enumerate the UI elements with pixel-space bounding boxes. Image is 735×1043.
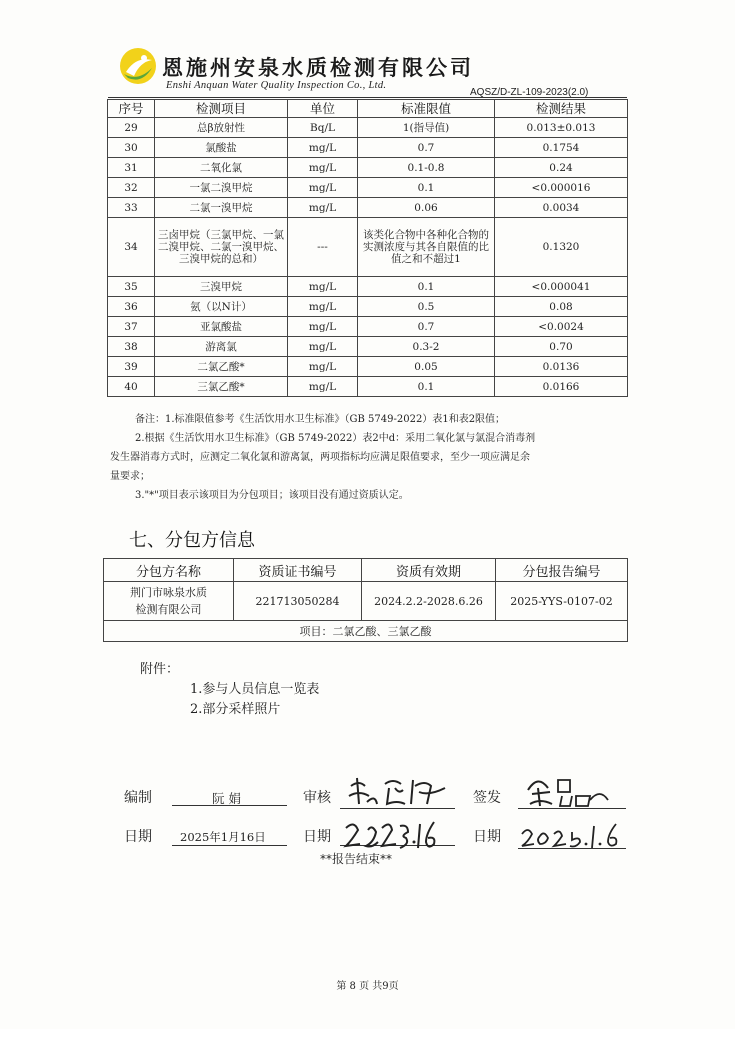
table-row (108, 178, 628, 198)
company-logo-icon (118, 46, 158, 86)
cell-unit: mg/L (288, 357, 358, 377)
cell-item: 总β放射性 (155, 118, 288, 138)
table-row (108, 297, 628, 317)
cell-project: 项目：二氯乙酸、三氯乙酸 (104, 621, 628, 642)
issuer-signature (524, 770, 614, 814)
attachments-title: 附件： (140, 662, 180, 677)
cell-no: 38 (108, 337, 155, 357)
subcontractor-name-line-1: 荆门市咏泉水质 (130, 586, 207, 599)
list-item: 1.参与人员信息一览表 (190, 682, 320, 697)
compiled-date-label: 日期 (124, 829, 152, 845)
results-table-header (108, 100, 628, 118)
cell-no: 40 (108, 377, 155, 397)
cell-item: 氯酸盐 (155, 138, 288, 158)
col-header-no: 序号 (108, 100, 155, 118)
col-header-item: 检测项目 (155, 100, 288, 118)
note-2-line-2: 发生器消毒方式时，应测定二氧化氯和游离氯，两项指标均应满足限值要求，至少一项应满足余 (110, 452, 530, 463)
cell-unit: mg/L (288, 277, 358, 297)
attachments-list (190, 680, 319, 720)
cell-limit: 0.3-2 (358, 337, 495, 357)
list-item: 2.部分采样照片 (190, 702, 281, 717)
cell-no: 36 (108, 297, 155, 317)
table-row (108, 277, 628, 297)
cell-item: 二氯一溴甲烷 (155, 198, 288, 218)
page-footer: 第 8 页 共9页 (336, 981, 399, 992)
cell-cert-no: 221713050284 (234, 582, 362, 621)
cell-item: 三溴甲烷 (155, 277, 288, 297)
note-1: 备注：1.标准限值参考《生活饮用水卫生标准》（GB 5749-2022）表1和表2限值； (135, 414, 506, 425)
cell-unit: mg/L (288, 297, 358, 317)
cell-result: 0.1320 (495, 218, 628, 277)
cell-unit: mg/L (288, 198, 358, 218)
table-row (108, 158, 628, 178)
cell-limit: 0.05 (358, 357, 495, 377)
issued-date-label: 日期 (473, 829, 501, 845)
col-header-unit: 单位 (288, 100, 358, 118)
cell-limit: 0.06 (358, 198, 495, 218)
cell-no: 37 (108, 317, 155, 337)
compiled-name: 阮 娟 (212, 791, 241, 806)
cell-no: 39 (108, 357, 155, 377)
reviewed-label: 审核 (303, 790, 331, 806)
subcontract-header-row (104, 559, 628, 582)
cell-item: 一氯二溴甲烷 (155, 178, 288, 198)
cell-result: 0.1754 (495, 138, 628, 158)
results-table (107, 99, 628, 397)
table-row (108, 317, 628, 337)
cell-unit: mg/L (288, 178, 358, 198)
cell-unit: --- (288, 218, 358, 277)
section-title-subcontract: 七、分包方信息 (129, 530, 255, 551)
cell-no: 32 (108, 178, 155, 198)
compiled-label: 编制 (124, 790, 152, 806)
cell-limit: 0.1 (358, 377, 495, 397)
cell-result: 0.0136 (495, 357, 628, 377)
cell-item: 三氯乙酸* (155, 377, 288, 397)
cell-result: 0.24 (495, 158, 628, 178)
col-header-report-no: 分包报告编号 (496, 559, 628, 582)
cell-item: 三卤甲烷（三氯甲烷、一氯二溴甲烷、二氯一溴甲烷、三溴甲烷的总和） (155, 218, 288, 277)
cell-limit: 1(指导值) (358, 118, 495, 138)
compiled-date-underline (172, 845, 287, 846)
cell-report-no: 2025-YYS-0107-02 (496, 582, 628, 621)
col-header-limit: 标准限值 (358, 100, 495, 118)
issued-label: 签发 (473, 790, 501, 806)
cell-result: 0.013±0.013 (495, 118, 628, 138)
cell-limit: 0.7 (358, 138, 495, 158)
cell-result: <0.000041 (495, 277, 628, 297)
cell-unit: mg/L (288, 138, 358, 158)
cell-validity: 2024.2.2-2028.6.26 (362, 582, 496, 621)
cell-limit: 0.1 (358, 178, 495, 198)
note-2-line-3: 量要求； (110, 471, 150, 482)
cell-no: 34 (108, 218, 155, 277)
subcontractor-name-line-2: 检测有限公司 (135, 603, 202, 616)
cell-subcontractor-name (104, 582, 234, 621)
cell-unit: mg/L (288, 337, 358, 357)
table-row (108, 198, 628, 218)
cell-unit: mg/L (288, 377, 358, 397)
table-row (108, 118, 628, 138)
cell-limit: 0.1 (358, 277, 495, 297)
cell-limit: 该类化合物中各种化合物的实测浓度与其各自限值的比值之和不超过1 (358, 218, 495, 277)
issued-date-handwritten (518, 818, 626, 856)
cell-no: 35 (108, 277, 155, 297)
table-row (108, 138, 628, 158)
subcontract-table (103, 558, 628, 642)
document-number: AQSZ/D-ZL-109-2023(2.0) (470, 87, 589, 98)
reviewer-signature (345, 774, 455, 814)
company-name-en: Enshi Anquan Water Quality Inspection Co., Ltd. (166, 80, 387, 91)
col-header-cert-no: 资质证书编号 (234, 559, 362, 582)
reviewed-date-label: 日期 (303, 829, 331, 845)
cell-result: <0.000016 (495, 178, 628, 198)
cell-item: 二氧化氯 (155, 158, 288, 178)
note-3: 3."*"项目表示该项目为分包项目；该项目没有通过资质认定。 (135, 490, 409, 501)
table-row (108, 337, 628, 357)
cell-unit: Bq/L (288, 118, 358, 138)
page-bottom-edge (0, 1029, 735, 1043)
cell-no: 33 (108, 198, 155, 218)
cell-limit: 0.7 (358, 317, 495, 337)
cell-no: 30 (108, 138, 155, 158)
notes-block (110, 410, 630, 505)
cell-item: 氨（以N计） (155, 297, 288, 317)
cell-result: <0.0024 (495, 317, 628, 337)
cell-result: 0.08 (495, 297, 628, 317)
cell-item: 游离氯 (155, 337, 288, 357)
table-row (108, 377, 628, 397)
cell-unit: mg/L (288, 317, 358, 337)
col-header-result: 检测结果 (495, 100, 628, 118)
header-divider (108, 97, 627, 98)
col-header-subcontractor: 分包方名称 (104, 559, 234, 582)
report-end-text: **报告结束** (320, 852, 393, 866)
cell-result: 0.0166 (495, 377, 628, 397)
compiled-date: 2025年1月16日 (180, 830, 266, 844)
table-row (104, 582, 628, 621)
cell-no: 29 (108, 118, 155, 138)
cell-no: 31 (108, 158, 155, 178)
cell-result: 0.0034 (495, 198, 628, 218)
cell-item: 亚氯酸盐 (155, 317, 288, 337)
company-name-cn: 恩施州安泉水质检测有限公司 (162, 55, 474, 80)
cell-limit: 0.1-0.8 (358, 158, 495, 178)
cell-unit: mg/L (288, 158, 358, 178)
table-row (108, 357, 628, 377)
table-row (104, 621, 628, 642)
col-header-validity: 资质有效期 (362, 559, 496, 582)
table-row (108, 218, 628, 277)
cell-result: 0.70 (495, 337, 628, 357)
cell-limit: 0.5 (358, 297, 495, 317)
note-2-line-1: 2.根据《生活饮用水卫生标准》（GB 5749-2022）表2中d：采用二氧化氯与氯混合消毒剂 (135, 433, 536, 444)
cell-item: 二氯乙酸* (155, 357, 288, 377)
